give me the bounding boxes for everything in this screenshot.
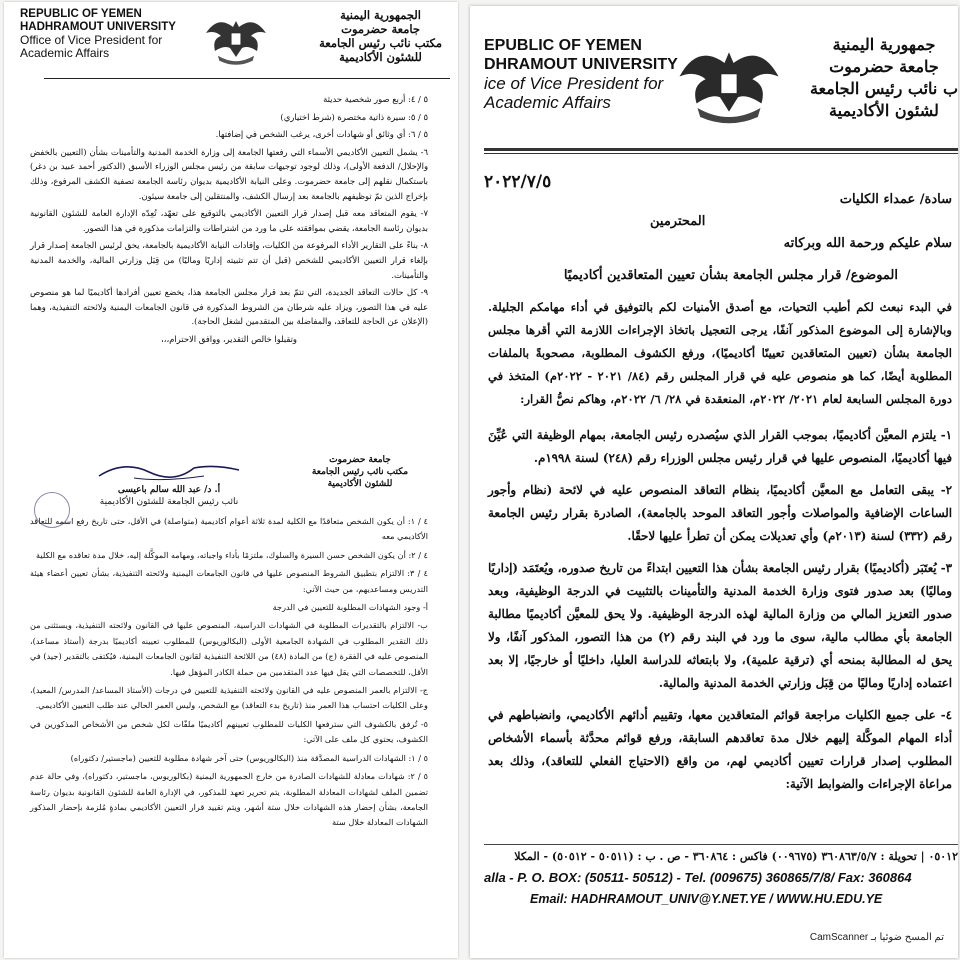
ar-line-1: جمهورية اليمنية <box>832 35 936 54</box>
left-lower-text <box>30 514 428 834</box>
left-document-page <box>4 2 458 958</box>
en-line-4: Academic Affairs <box>484 93 611 112</box>
honorific: المحترمين <box>650 214 706 229</box>
stamp-line-1: جامعة حضرموت <box>329 455 391 465</box>
letter-subject: الموضوع/ قرار مجلس الجامعة بشأن تعيين المتعاقدين أكاديميًا <box>563 268 898 283</box>
ar-line-4: لشئون الأكاديمية <box>829 101 939 120</box>
signatory-title: نائب رئيس الجامعة للشئون الأكاديمية <box>99 497 239 507</box>
ar-line-2: جامعة حضرموت <box>829 57 939 76</box>
yemen-eagle-emblem-icon <box>200 8 272 70</box>
item-b: ب- الالتزام بالتقديرات المطلوبة في الشهادات الدراسية، المنصوص عليها في القانون ولائحته التنفيذية، ويستثنى من ذلك التقدير المطلوب في الشهادة الجامعية الأولى (البكالوريوس) للمطلوب تعيينه أكاديميًا بدرجة (أستاذ مساعد)، المنصوص عليه في الفقرة (ج) من المادة (٤٨) من اللائحة التنفيذية لقانون الجامعات اليمنية، فيُكتفى بالتقدير (جيد) في الأقل، للتخصصات التي يقل فيها عدد المتقدمين من حملة الكادر المؤهل فيها. <box>30 620 428 677</box>
letterhead-arabic <box>319 8 442 64</box>
paragraph-6: ٦- يشمل التعيين الأكاديمي الأسماء التي رفعتها الجامعة إلى وزارة الخدمة المدنية والتأمينات بشأن (التعيين بالخفض والإحلال/ الدفعة الأولى)، وذلك لوجود توجيهات سابقة من رئيس مجلس الوزراء الأسبق (الدكتور أحمد عبيد بن دغر) باستكمال نقلهم إلى جامعة حضرموت. وعلى النيابة الأكاديمية بديوان رئاسة الجامعة تصفية الكشف المرفوع، وذلك بإخراج الذين تمّ توظيفهم بالجامعة بعد إرسال الكشف، والمنتقلين إلى جامعة سيئون. <box>30 146 428 201</box>
item-a: أ- وجود الشهادات المطلوبة للتعيين في الدرجة <box>272 602 428 613</box>
ar-line-1: الجمهورية اليمنية <box>340 8 421 22</box>
item-5-1: ٥ / ١: الشهادات الدراسية المصدَّقة منذ (البكالوريوس) حتى آخر شهادة مطلوبة للتعيين (ماجستير/ دكتوراه) <box>70 752 428 763</box>
left-upper-text <box>30 92 428 350</box>
en-line-2: HADHRAMOUT UNIVERSITY <box>20 21 176 33</box>
item-5-6: ٥ / ٦: أي وثائق أو شهادات أخرى، يرغب الشخص في إضافتها. <box>215 129 428 140</box>
decision-items <box>488 424 952 805</box>
office-stamp-text <box>290 454 430 490</box>
item-5-5: ٥ / ٥: سيرة ذاتية مختصرة (شرط اختياري) <box>280 111 428 122</box>
en-line-3: Office of Vice President for <box>20 33 163 47</box>
ar-line-2: جامعة حضرموت <box>341 22 420 36</box>
right-document-page <box>470 6 958 958</box>
decision-item-4: ٤- على جميع الكليات مراجعة قوائم المتعاقدين معها، وتقييم أدائهم الأكاديمي، وانضباطهم في أداء المهام الموكَّلة إليهم خلال مدة تعاقدهم السابقة، ورفع قوائم محدَّثة بأسماء الأشخاص المطلوب إصدار قرارات تعيين أكاديمي لهم، من واقع (الاحتياج الفعلي للتعاقد)، وذلك بعد مراعاة الإجراءات والضوابط الآتية: <box>488 708 952 791</box>
en-line-3: ice of Vice President for <box>484 74 664 93</box>
item-4-2: ٤ / ٢: أن يكون الشخص حسن السيرة والسلوك، ملتزمًا بأداء واجباته، ومهامه الموكَّلة إليه، خلال مدة تعاقده مع الكلية <box>36 549 428 560</box>
ar-line-4: للشئون الأكاديمية <box>339 50 422 64</box>
signatory-name: أ. د/ عبد الله سالم باعيسى <box>117 485 221 495</box>
item-4-1: ٤ / ١: أن يكون الشخص متعاقدًا مع الكلية لمدة ثلاثة أعوام أكاديمية (متواصلة) في الأقل، حتى تاريخ رفع اسمه للتعاقد الأكاديمي معه <box>30 516 428 542</box>
header-divider <box>44 78 450 79</box>
item-5-2: ٥ / ٢: شهادات معادلة للشهادات الصادرة من خارج الجمهورية اليمنية (بكالوريوس، ماجستير، دكتوراه)، وفي حالة عدم تضمين الملف لشهادات المعادلة المطلوبة، يتم تحرير تعهد للمذكور، في الإدارة العامة للشئون القانونية بديوان رئاسة الجامعة، بشأن إحضار هذه الشهادات خلال ستة أشهر، ويتم تقييد قرار التعيين الأكاديمي بمادةٍ مُلزمة بإحضار المذكور الشهادات المعادلة خلال ستة <box>30 771 428 828</box>
paragraph-9: ٩- كل حالات التعاقد الجديدة، التي تتمّ بعد قرار مجلس الجامعة هذا، يخضع تعيين أفرادها أكاديميًا لما هو منصوص عليه في هذا التصور، ويزاد عليه شرطان من الشروط المذكورة في قانون الجامعات اليمنية ولائحته التنفيذية، وهما (الإعلان عن الحاجة للتعاقد، والمفاضلة بين المتقدمين لشغل الحاجة). <box>30 287 428 327</box>
letterhead-english <box>20 8 176 60</box>
item-5-4: ٥ / ٤: أربع صور شخصية حديثة <box>323 94 428 104</box>
footer-email: Email: HADHRAMOUT_UNIV@Y.NET.YE / WWW.HU.EDU.YE <box>530 892 883 906</box>
en-line-1: REPUBLIC OF YEMEN <box>20 8 142 20</box>
item-5: ٥- تُرفق بالكشوف التي سترفعها الكليات للمطلوب تعيينهم أكاديميًا ملفّات لكل شخص من الأشخاص المذكورين في الكشوف، يحتوي كل ملف على الآتي: <box>30 718 428 745</box>
closing-line: وتقبلوا خالص التقدير، ووافق الاحترام،،، <box>161 333 297 344</box>
ar-line-3: ب نائب رئيس الجامعة <box>809 79 958 98</box>
recipient-line: سادة/ عمداء الكليات <box>839 192 952 207</box>
en-line-1: EPUBLIC OF YEMEN <box>484 37 642 54</box>
signature-block <box>84 484 254 508</box>
decision-item-2: ٢- يبقى التعامل مع المعيَّن أكاديميًا، بنظام التعاقد المنصوص عليه في لائحة (نظام وأجور الساعات الإضافية والمواصلات وأجور التعاقد الموحد بالجامعة)، الصادرة بقرار رئيس الجامعة رقم (٣٣٢) لسنة (٢٠١٣م) وأي تعديلات يمكن أن تطرأ عليها لاحقًا. <box>488 483 952 543</box>
item-c: ج- الالتزام بالعمر المنصوص عليه في القانون ولائحته التنفيذية للتعيين في درجات (الأستاذ المساعد/ المدرس/ المعيد)، وعلى الكليات احتساب هذا العمر منذ (تاريخ بدء التعاقد) مع الشخص، وليس العمر الحالي عند طلب التعيين الأكاديمي. <box>30 685 428 711</box>
handwritten-signature <box>94 458 244 484</box>
footer-address: alla - P. O. BOX: (50511- 50512) - Tel. (009675) 360865/7/8/ Fax: 360864 <box>484 870 912 885</box>
greeting: سلام عليكم ورحمة الله وبركاته <box>783 236 952 251</box>
header-divider <box>484 148 958 154</box>
item-4-3: ٤ / ٣: الالتزام بتطبيق الشروط المنصوص عليها في قانون الجامعات اليمنية ولائحته التنفيذية، بشأن تعيين أعضاء هيئة التدريس ومساعديهم، من حيث الآتي: <box>30 568 428 594</box>
decision-item-1: ١- يلتزم المعيَّن أكاديميًا، بموجب القرار الذي سيُصدره رئيس الجامعة، بمهام الوظيفة التي عُيِّنَ فيها أكاديميًا، المنصوص عليها في قرار رئيس مجلس الوزراء رقم (٢٤٨) لسنة ١٩٩٨م. <box>488 428 952 465</box>
footer-arabic: ٠٥٠١٢ | تحويلة : ٣٦٠٨٦٣/٥/٧ (٠٠٩٦٧٥) فاكس : ٣٦٠٨٦٤ - ص . ب : (٥٠٥١١ - ٥٠٥١٢) - المكلا <box>514 850 958 863</box>
stamp-line-2: مكتب نائب رئيس الجامعة <box>311 467 409 477</box>
letter-body: في البدء نبعث لكم أطيب التحيات، مع أصدق الأمنيات لكم بالتوفيق في أداء مهامكم الجليلة. وبالإشارة إلى الموضوع المذكور آنفًا، يرجى التعجيل باتخاذ الإجراءات اللازمة التي أقرها مجلس الجامعة بشأن (تعيين المتعاقدين تعيينًا أكاديميًا)، ورفع الكشوف المطلوبة، مصحوبةً بالملفات المطلوبة أيضًا، كما هو منصوص عليه في قرار المجلس رقم (٨٤/ ٢٠٢١ - ٢٠٢٢م) المتخذ في دورة المجلس السابعة لعام ٢٠٢١/ ٢٠٢٢م، المنعقدة في ٢٨/ ٦/ ٢٠٢٢م، وهاكم نصُّ القرار: <box>488 300 952 406</box>
paragraph-8: ٨- بناءً على التقارير الأداء المرفوعة من الكليات، وإفادات النيابة الأكاديمية بالجامعة، يحق لرئيس الجامعة إصدار قرار بإلغاء قرار التعيين الأكاديمي للشخص (قبل أن تتم تثبيته إداريًا وماليًا) من قِبَل وزارتي المالية، والخدمة المدنية والتأمينات. <box>30 240 428 280</box>
stamp-line-3: للشئون الأكاديمية <box>327 479 393 489</box>
letter-date: ٢٠٢٢/٧/٥ <box>484 172 552 192</box>
left-letterhead <box>4 2 458 74</box>
camscanner-watermark: CamScanner تم المسح ضوئيا بـ <box>804 930 950 945</box>
ar-line-3: مكتب نائب رئيس الجامعة <box>319 36 442 50</box>
decision-item-3: ٣- يُعتَبَر (أكاديميًا) بقرار رئيس الجامعة بشأن هذا التعيين ابتداءً من تاريخ صدوره، ويُعتَمَد (إداريًا وماليًا) بعد صدور فتوى وزارة الخدمة المدنية والتأمينات بالتثبيت في الدرجة الوظيفية، وبعد صدور التعزيز المالي من وزارة المالية لهذه الدرجة الوظيفية. ولا يحق للمعيَّن أكاديميًا مطالبة الجامعة بأي مطالب مالية، سوى ما ورد في البند رقم (٢) من هذا التصور، المذكور آنفًا، ولا يحق له المطالبة بمنحه أي (ترقية علمية)، ولا بابتعاثه للدراسة العليا، داخليًا أو خارجيًا، إلا بعد اعتماده إداريًا وماليًا من قِبَل وزارتي الخدمة المدنية والمالية. <box>488 561 953 690</box>
letterhead-english <box>484 36 678 112</box>
paragraph-7: ٧- يقوم المتعاقد معه قبل إصدار قرار التعيين الأكاديمي بالتوقيع على تعهّد، تُعِدّه الإدارة العامة للشئون القانونية بديوان رئاسة الجامعة، يقضي بموافقته على ما ورد من اشتراطات والتزامات مذكورة في هذا التصور. <box>30 208 428 233</box>
letterhead-arabic <box>810 34 958 122</box>
en-line-4: Academic Affairs <box>20 46 110 60</box>
yemen-eagle-emblem-icon <box>670 36 788 126</box>
en-line-2: DHRAMOUT UNIVERSITY <box>484 56 678 73</box>
footer-divider <box>484 844 958 845</box>
